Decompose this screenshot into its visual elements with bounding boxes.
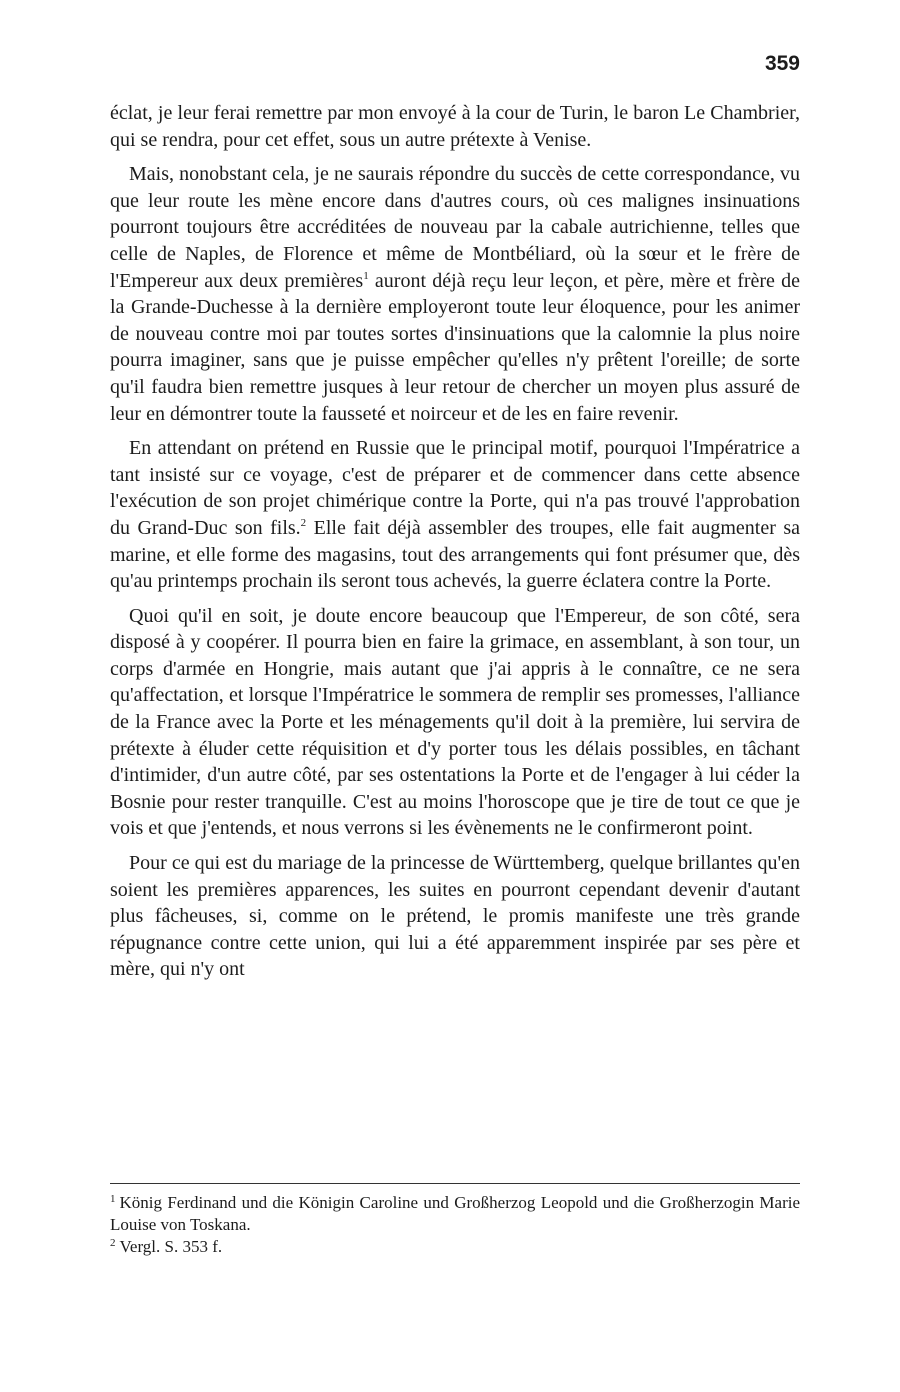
footnote-mark: 1 [110, 1193, 116, 1205]
page-number: 359 [764, 52, 800, 75]
footnote-divider [110, 1183, 800, 1184]
text-segment: En attendant on prétend en Russie que le principal motif, pourquoi l'Impératrice a tant insisté sur ce voyage, c'est de préparer et de commencer dans cette absence l'exécution de son projet chimérique contre la Porte, qui n'a pas trouvé l'approbation du Grand-Duc son fils. [110, 437, 800, 539]
text-segment: Pour ce qui est du mariage de la princesse de Württemberg, quelque brillantes qu'en soient les premières apparences, les suites en pourront cependant devenir d'autant plus fâcheuses, si, comme on le prétend, le promis manifeste une très grande répugnance contre cette union, qui lui a été apparemment inspirée par ses père et mère, qui n'y ont [110, 852, 800, 981]
footnote-text: König Ferdinand und die Königin Caroline und Großherzog Leopold und die Großherzogin Marie Louise von Toskana. [110, 1193, 800, 1234]
text-segment: auront déjà reçu leur leçon, et père, mère et frère de la Grande-Duchesse à la dernière employeront toute leur éloquence, pour les animer de nouveau contre moi par toutes sortes d'insinuations que la calomnie la plus noire pourra imaginer, sans que je puisse empêcher qu'elles n'y prêtent l'oreille; de sorte qu'il faudra bien remettre jusques à leur retour de chercher un moyen plus assuré de leur en démontrer toute la fausseté et noirceur et de les en faire revenir. [110, 269, 801, 425]
body-text [110, 100, 800, 991]
text-segment: Quoi qu'il en soit, je doute encore beaucoup que l'Empereur, de son côté, sera disposé à y coopérer. Il pourra bien en faire la grimace, en assemblant, à son tour, un corps d'armée en Hongrie, mais autant que j'ai appris à le connaître, ce ne sera qu'affectation, et lorsque l'Impératrice le sommera de remplir ses promesses, l'alliance de la France avec la Porte et les ménagements qu'il doit à la première, lui servira de prétexte à éluder cette réquisition et d'y porter tous les délais possibles, en tâchant d'intimider, d'un autre côté, par ses ostentations la Porte et de l'engager à lui céder la Bosnie pour rester tranquille. C'est au moins l'horoscope que je tire de tout ce que je vois et que j'entends, et nous verrons si les évènements ne le confirmeront point. [110, 604, 800, 840]
footnote-mark: 2 [110, 1237, 116, 1249]
paragraph [110, 850, 800, 983]
text-segment: Mais, nonobstant cela, je ne saurais répondre du succès de cette correspondance, vu que leur route les mène encore dans d'autres cours, où ces malignes insinuations pourront toujours être accréditées de nouveau par la cabale autrichienne, telles que celle de Naples, de Florence et même de Montbéliard, où la sœur et le frère de l'Empereur aux deux premières [110, 163, 800, 292]
footnote [110, 1236, 800, 1258]
paragraph [110, 435, 800, 595]
paragraph [110, 161, 800, 427]
text-segment: éclat, je leur ferai remettre par mon envoyé à la cour de Turin, le baron Le Chambrier, qui se rendra, pour cet effet, sous un autre prétexte à Venise. [110, 102, 800, 151]
footnotes [110, 1192, 800, 1258]
paragraph [110, 603, 800, 842]
footnote-reference: 1 [363, 269, 369, 282]
footnote-text: Vergl. S. 353 f. [119, 1237, 223, 1256]
text-segment: Elle fait déjà assembler des troupes, elle fait augmenter sa marine, et elle forme des magasins, tout des arrangements qui font présumer que, dès qu'au printemps prochain ils seront tous achevés, la guerre éclatera contre la Porte. [110, 516, 800, 593]
footnote-reference: 2 [300, 516, 307, 529]
footnote [110, 1192, 800, 1236]
paragraph [110, 100, 800, 153]
